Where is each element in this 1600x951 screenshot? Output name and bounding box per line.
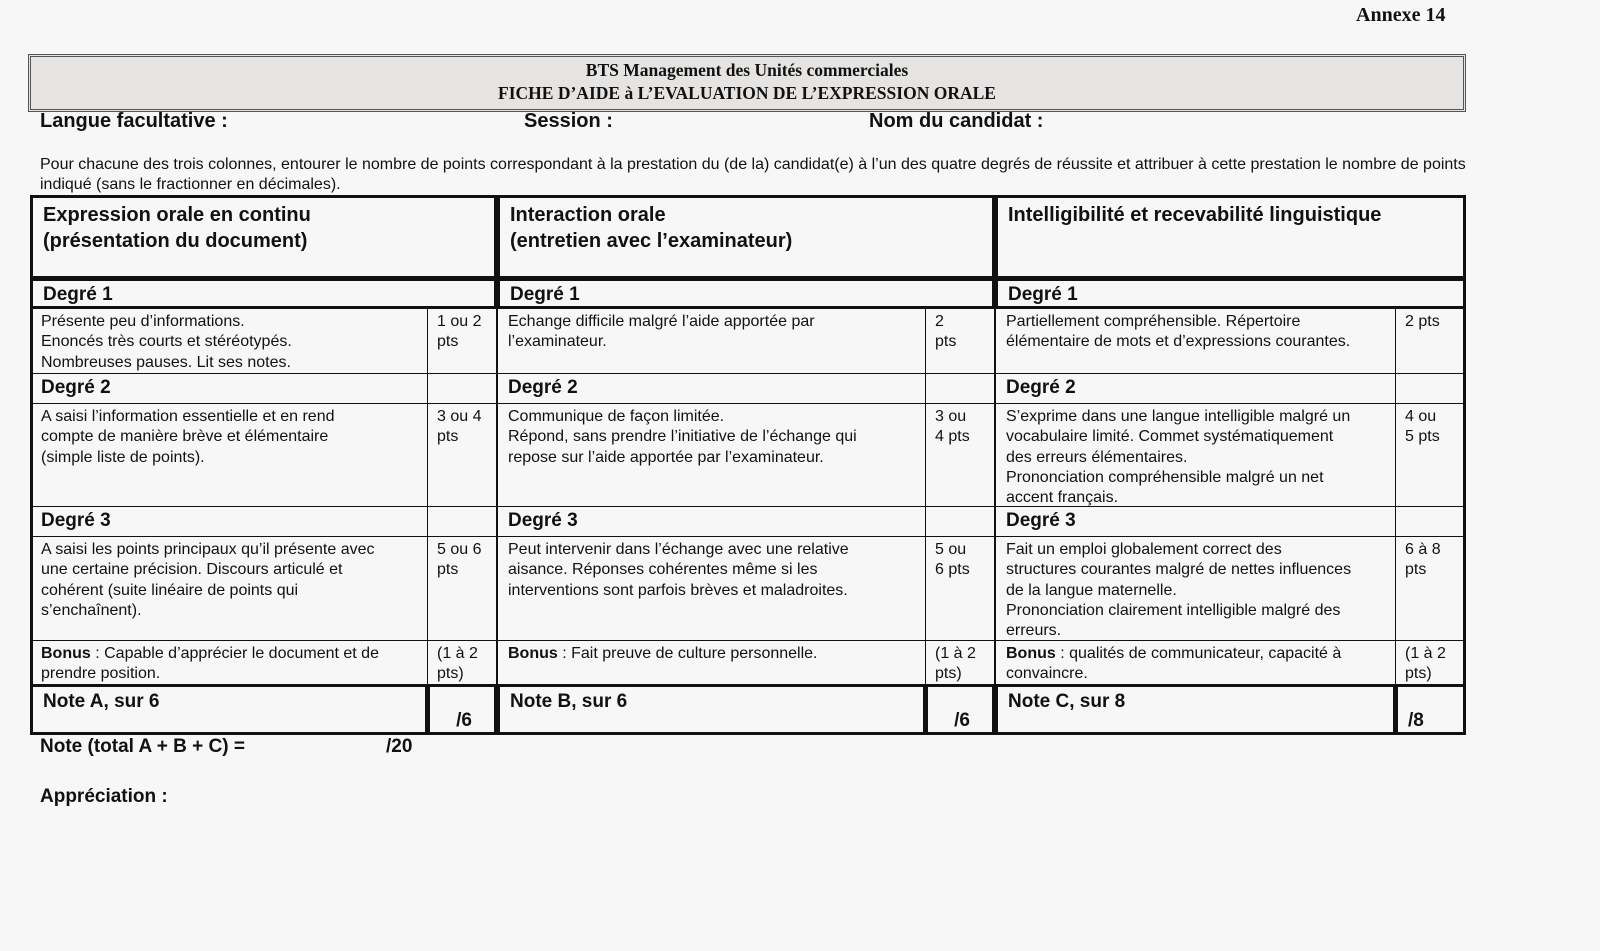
column-header (30, 195, 497, 279)
description-line: Communique de façon limitée. (508, 408, 725, 425)
degree-points (427, 308, 497, 374)
points-unit: pts (1405, 561, 1427, 579)
note-score-field[interactable] (427, 684, 497, 735)
points-value: 2 pts (1405, 313, 1440, 330)
note-score-field[interactable] (1395, 684, 1466, 735)
bonus-points-unit: pts) (1405, 665, 1432, 683)
degree-points (925, 403, 995, 507)
description-line: Répond, sans prendre l’initiative de l’échange qui (508, 428, 857, 446)
description-line: A saisi les points principaux qu’il présente avec (41, 541, 375, 558)
total-label: Note (total A + B + C) = (40, 736, 245, 757)
description-line: accent français. (1006, 489, 1119, 507)
degree-description (497, 308, 926, 374)
title-line-2: FICHE D’AIDE à L’EVALUATION DE L’EXPRESSION ORALE (498, 83, 996, 103)
column-header (497, 195, 995, 279)
degree-label: Degré 2 (508, 377, 578, 398)
degree-points-spacer (427, 373, 497, 404)
degree-points (427, 536, 497, 641)
degree-header (30, 278, 497, 309)
degree-header (995, 506, 1396, 537)
points-value: 1 ou 2 (437, 313, 482, 330)
column-title: Intelligibilité et recevabilité linguistique (1008, 204, 1382, 226)
description-line: structures courantes malgré de nettes influences (1006, 561, 1352, 579)
bonus-points-value: (1 à 2 (935, 645, 976, 662)
description-line: une certaine précision. Discours articulé et (41, 561, 343, 579)
description-line: cohérent (suite linéaire de points qui (41, 581, 299, 599)
description-line: (simple liste de points). (41, 448, 205, 466)
bonus-text: : qualités de communicateur, capacité à convaincre. (1006, 645, 1342, 683)
degree-header (30, 506, 428, 537)
degree-header (497, 373, 926, 404)
points-unit: pts (437, 561, 459, 579)
degree-points-spacer (427, 506, 497, 537)
degree-label: Degré 1 (510, 284, 580, 305)
evaluation-grid (30, 195, 1466, 735)
langue-field-label: Langue facultative : (40, 110, 228, 132)
degree-description (995, 403, 1396, 507)
description-line: S’exprime dans une langue intelligible malgré un (1006, 408, 1351, 425)
degree-points (1395, 308, 1466, 374)
points-unit: pts (437, 333, 459, 351)
description-line: de la langue maternelle. (1006, 581, 1177, 599)
degree-points (1395, 403, 1466, 507)
description-line: interventions sont parfois brèves et maladroites. (508, 581, 848, 599)
note-label-cell (995, 684, 1396, 735)
note-score-field[interactable] (925, 684, 995, 735)
bonus-label: Bonus (1006, 645, 1056, 662)
description-line: repose sur l’aide apportée par l’examinateur. (508, 448, 824, 466)
points-value: 4 ou (1405, 408, 1437, 425)
points-value: 5 ou 6 (437, 541, 482, 558)
note-max: /6 (456, 710, 472, 731)
degree-description (497, 403, 926, 507)
degree-header (995, 373, 1396, 404)
bonus-label: Bonus (41, 645, 91, 662)
degree-header (497, 278, 995, 309)
description-line: Nombreuses pauses. Lit ses notes. (41, 353, 291, 371)
column-title: Expression orale en continu (43, 204, 311, 226)
bonus-text: : Fait preuve de culture personnelle. (557, 645, 818, 662)
bonus-points-unit: pts) (935, 665, 962, 683)
description-line: élémentaire de mots et d’expressions courantes. (1006, 333, 1351, 351)
points-unit: pts (935, 333, 957, 351)
degree-points-spacer (1395, 373, 1466, 404)
session-field-label: Session : (524, 110, 613, 132)
degree-points-spacer (925, 506, 995, 537)
column-title: Interaction orale (510, 204, 666, 226)
degree-label: Degré 2 (1006, 377, 1076, 398)
bonus-label: Bonus (508, 645, 558, 662)
bonus-points (925, 640, 995, 685)
points-unit: pts (437, 428, 459, 446)
description-line: s’enchaînent). (41, 601, 142, 619)
bonus-cell (30, 640, 428, 685)
degree-header (497, 506, 926, 537)
degree-points-spacer (1395, 506, 1466, 537)
column-header (995, 195, 1466, 279)
points-value: 5 ou (935, 541, 967, 558)
points-value: 6 à 8 (1405, 541, 1441, 558)
points-unit: 6 pts (935, 561, 970, 579)
degree-label: Degré 3 (1006, 510, 1076, 531)
degree-label: Degré 2 (41, 377, 111, 398)
description-line: Présente peu d’informations. (41, 313, 245, 330)
degree-description (995, 308, 1396, 374)
description-line: Partiellement compréhensible. Répertoire (1006, 313, 1301, 330)
document-title-box (28, 54, 1466, 112)
bonus-points (1395, 640, 1466, 685)
degree-description (30, 403, 428, 507)
bonus-cell (497, 640, 926, 685)
instructions-text: Pour chacune des trois colonnes, entourer le nombre de points correspondant à la prestation du (de la) candidat(e) à l’un des quatre degrés de réussite et attribuer à cette prestation le nombre de points indiqué (sans le fractionner en décimales). (40, 156, 1466, 193)
degree-label: Degré 3 (508, 510, 578, 531)
degree-points (925, 308, 995, 374)
total-max: /20 (386, 736, 413, 757)
description-line: Peut intervenir dans l’échange avec une relative (508, 541, 849, 558)
bonus-text: : Capable d’apprécier le document et de prendre position. (41, 645, 379, 683)
description-line: aisance. Réponses cohérentes même si les (508, 561, 818, 579)
candidat-field-label: Nom du candidat : (869, 110, 1044, 132)
degree-points (1395, 536, 1466, 641)
degree-description (30, 536, 428, 641)
bonus-points-value: (1 à 2 (1405, 645, 1446, 662)
description-line: vocabulaire limité. Commet systématiquement (1006, 428, 1334, 446)
degree-label: Degré 3 (41, 510, 111, 531)
note-label-cell (30, 684, 428, 735)
degree-label: Degré 1 (1008, 284, 1078, 305)
points-value: 3 ou (935, 408, 967, 425)
note-label: Note A, sur 6 (43, 691, 160, 712)
degree-points (427, 403, 497, 507)
description-line: Prononciation clairement intelligible malgré des (1006, 601, 1341, 619)
bonus-cell (995, 640, 1396, 685)
degree-description (497, 536, 926, 641)
points-value: 3 ou 4 (437, 408, 482, 425)
description-line: des erreurs élémentaires. (1006, 448, 1188, 466)
points-unit: 5 pts (1405, 428, 1440, 446)
degree-description (30, 308, 428, 374)
description-line: Enoncés très courts et stéréotypés. (41, 333, 292, 351)
description-line: Fait un emploi globalement correct des (1006, 541, 1282, 558)
note-max: /8 (1408, 710, 1424, 731)
note-max: /6 (954, 710, 970, 731)
note-label-cell (497, 684, 926, 735)
description-line: erreurs. (1006, 622, 1062, 640)
note-label: Note B, sur 6 (510, 691, 628, 712)
degree-points-spacer (925, 373, 995, 404)
degree-description (995, 536, 1396, 641)
title-line-1: BTS Management des Unités commerciales (585, 60, 909, 80)
degree-label: Degré 1 (43, 284, 113, 305)
degree-points (925, 536, 995, 641)
description-line: compte de manière brève et élémentaire (41, 428, 329, 446)
points-unit: 4 pts (935, 428, 970, 446)
appreciation-label: Appréciation : (40, 786, 168, 807)
bonus-points-unit: pts) (437, 665, 464, 683)
degree-header (995, 278, 1466, 309)
annexe-label: Annexe 14 (1356, 4, 1446, 26)
note-label: Note C, sur 8 (1008, 691, 1126, 712)
description-line: A saisi l’information essentielle et en rend (41, 408, 335, 425)
description-line: Prononciation compréhensible malgré un net (1006, 468, 1324, 486)
bonus-points-value: (1 à 2 (437, 645, 478, 662)
column-subtitle: (entretien avec l’examinateur) (510, 230, 793, 252)
description-line: l’examinateur. (508, 333, 607, 351)
degree-header (30, 373, 428, 404)
description-line: Echange difficile malgré l’aide apportée par (508, 313, 815, 330)
points-value: 2 (935, 313, 944, 330)
bonus-points (427, 640, 497, 685)
column-subtitle: (présentation du document) (43, 230, 308, 252)
